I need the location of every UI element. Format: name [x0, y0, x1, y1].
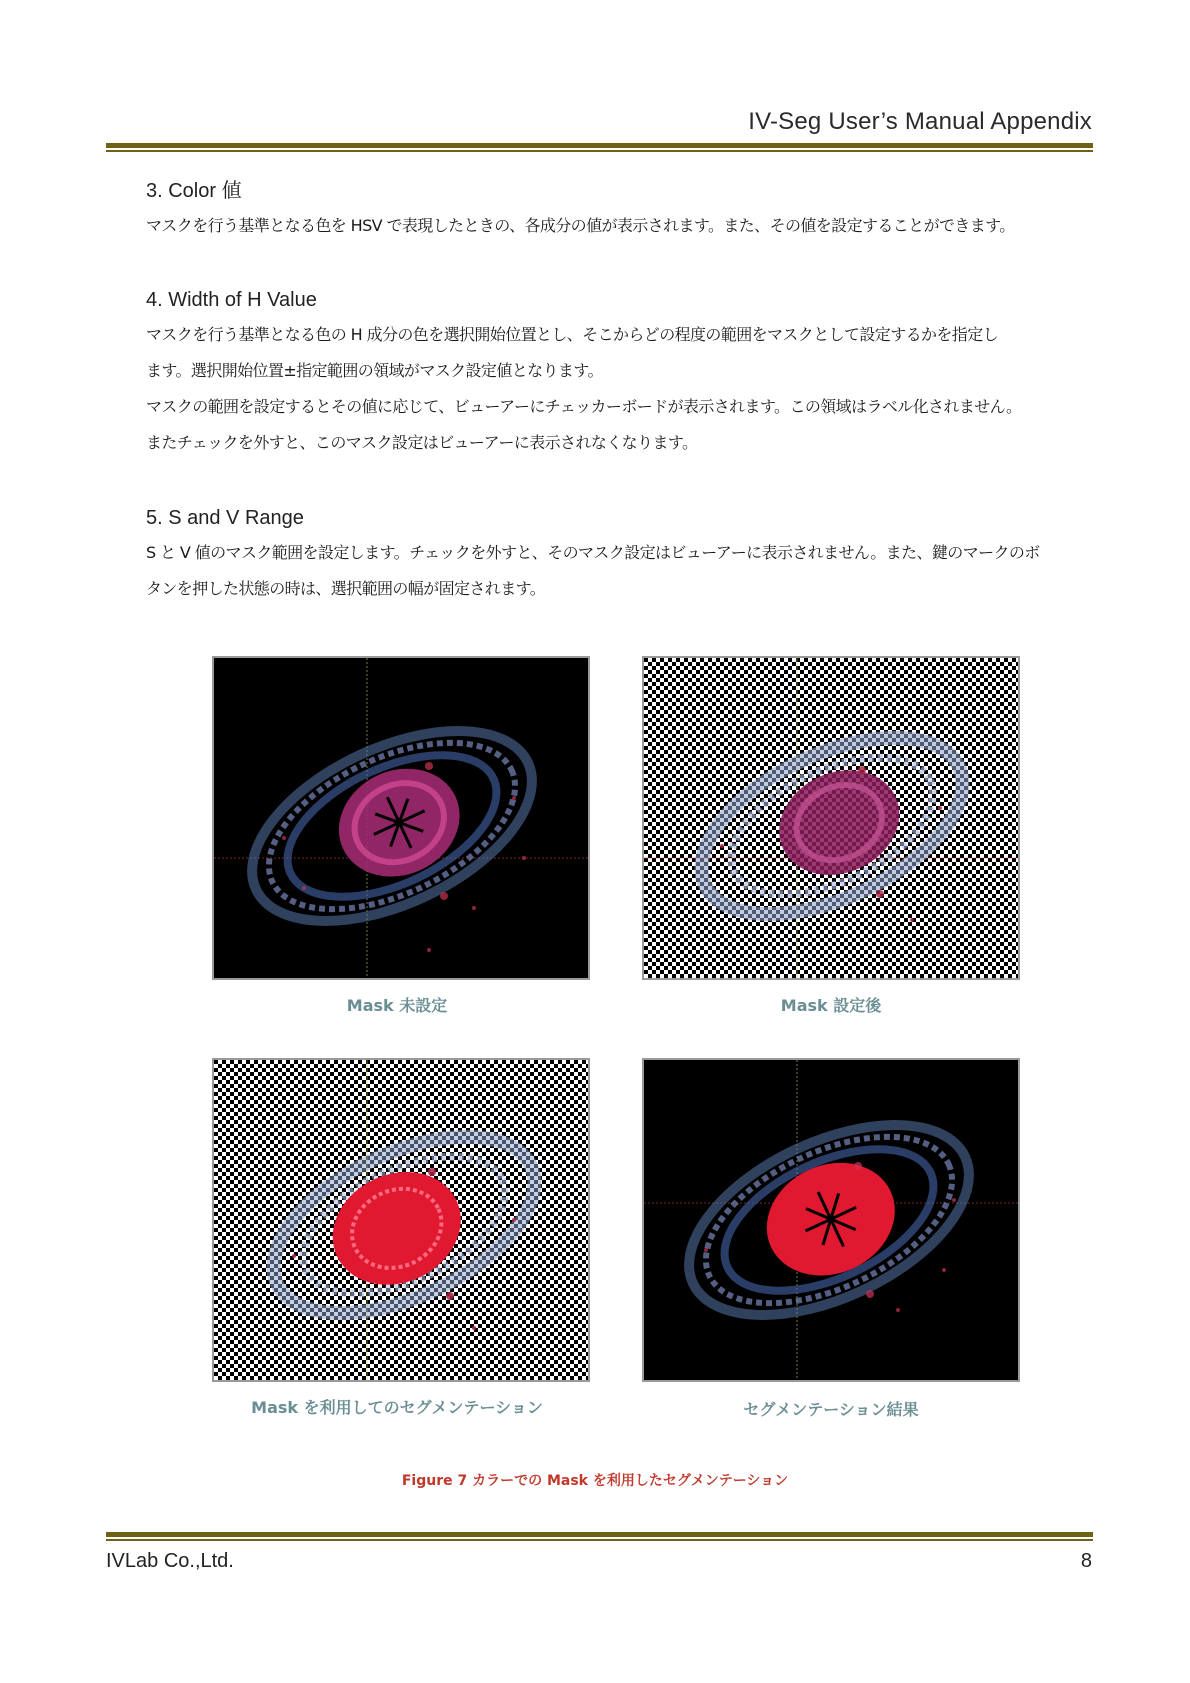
caption-mask-segmentation: Mask を利用してのセグメンテーション: [251, 1398, 543, 1417]
paragraph-line: マスクを行う基準となる色の H 成分の色を選択開始位置とし、そこからどの程度の範囲をマスクとして設定するかを指定し: [146, 325, 999, 344]
caption-mask-unset: Mask 未設定: [346, 996, 448, 1015]
paragraph-line: マスクの範囲を設定するとその値に応じて、ビューアーにチェッカーボードが表示されます。この領域はラベル化されません。: [146, 397, 1022, 416]
caption-mask-set: Mask 設定後: [780, 996, 882, 1015]
header-title: IV-Seg User’s Manual Appendix: [748, 108, 1092, 135]
paragraph-line: タンを押した状態の時は、選択範囲の幅が固定されます。: [146, 579, 546, 598]
footer-company: IVLab Co.,Ltd.: [106, 1550, 234, 1572]
page-number: 8: [1080, 1550, 1092, 1572]
section-color-value: [146, 176, 1086, 244]
section-heading: 3. Color 値: [146, 180, 242, 202]
section-width-of-h-value: [146, 285, 1086, 461]
figure-caption: Figure 7 カラーでの Mask を利用したセグメンテーション: [401, 1473, 789, 1489]
image-mask-unset: [212, 656, 590, 980]
paragraph-line: ます。選択開始位置±指定範囲の領域がマスク設定値となります。: [146, 361, 603, 380]
paragraph-line: マスクを行う基準となる色を HSV で表現したときの、各成分の値が表示されます。また、その値を設定することができます。: [146, 216, 1015, 235]
paragraph-line: S と V 値のマスク範囲を設定します。チェックを外すと、そのマスク設定はビューアーに表示されません。また、鍵のマークのボ: [146, 543, 1040, 562]
image-mask-segmentation: [212, 1058, 590, 1382]
image-segmentation-result: [642, 1058, 1020, 1382]
paragraph-line: またチェックを外すと、このマスク設定はビューアーに表示されなくなります。: [146, 433, 698, 452]
section-s-and-v-range: [146, 503, 1086, 607]
footer-rule: [106, 1532, 1093, 1541]
caption-segmentation-result: セグメンテーション結果: [743, 1400, 919, 1419]
header-rule: [106, 143, 1093, 152]
image-mask-set: [642, 656, 1020, 980]
section-heading: 4. Width of H Value: [146, 289, 317, 311]
section-heading: 5. S and V Range: [146, 507, 304, 529]
